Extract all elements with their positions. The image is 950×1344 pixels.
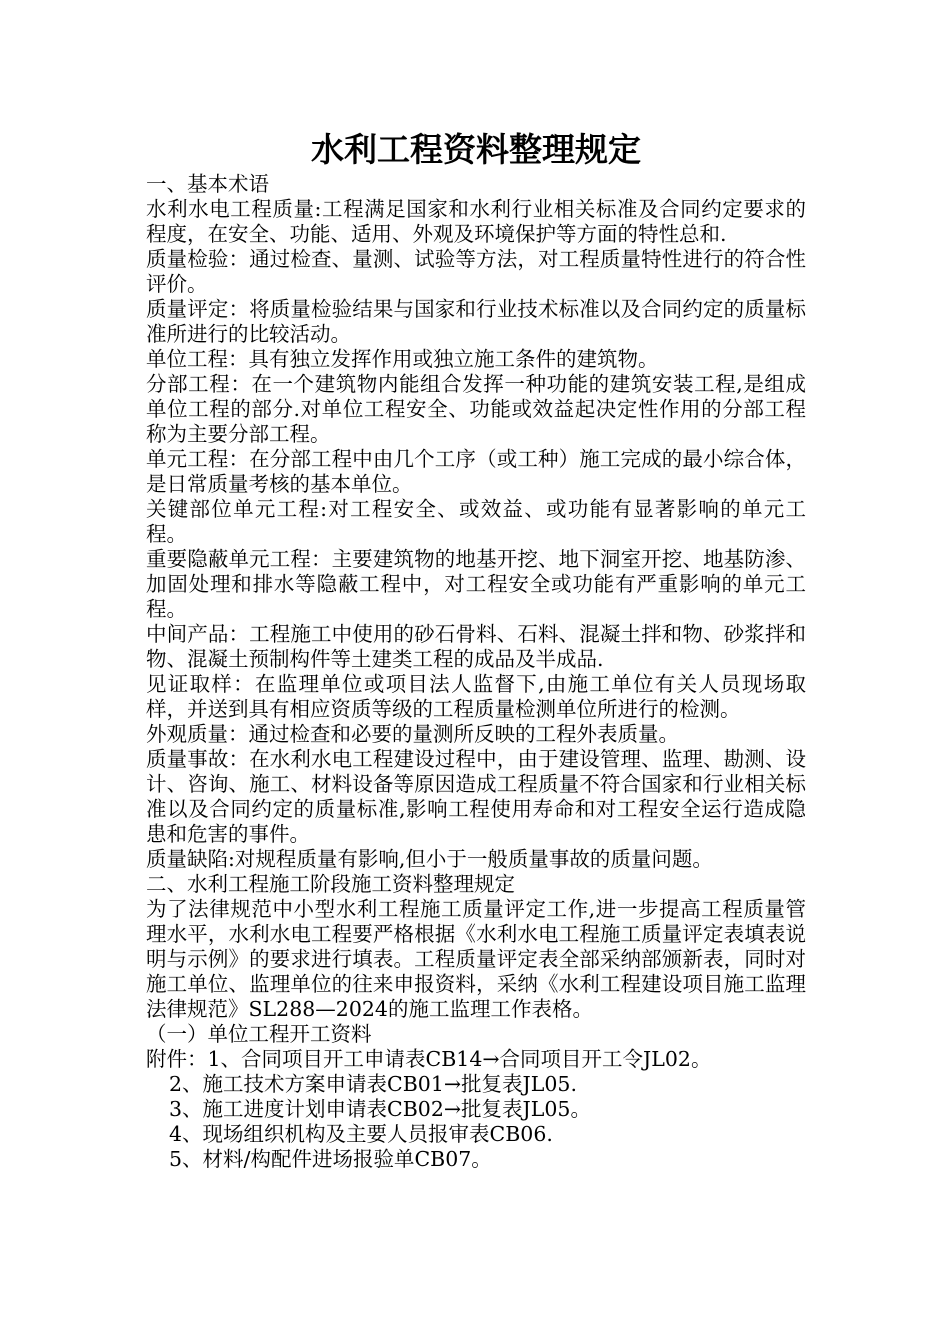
attachment-item-1: 附件：1、合同项目开工申请表CB14→合同项目开工令JL02。 <box>146 1047 712 1071</box>
attachment-item-3: 3、施工进度计划申请表CB02→批复表JL05。 <box>169 1097 591 1121</box>
term-witness-sampling: 见证取样：在监理单位或项目法人监督下,由施工单位有关人员现场取样，并送到具有相应资质等级的工程质量检测单位所进行的检测。 <box>146 672 806 721</box>
term-quality-accident: 质量事故：在水利水电工程建设过程中，由于建设管理、监理、勘测、设计、咨询、施工、材料设备等原因造成工程质量不符合国家和行业相关标准以及合同约定的质量标准,影响工程使用寿命和对工程安全运行造成隐患和危害的事件。 <box>146 747 806 846</box>
construction-docs-paragraph: 为了法律规范中小型水利工程施工质量评定工作,进一步提高工程质量管理水平，水利水电工程要严格根据《水利水电工程施工质量评定表填表说明与示例》的要求进行填表。工程质量评定表全部采纳部颁新表，同时对施工单位、监理单位的往来申报资料，采纳《水利工程建设项目施工监理法律规范》SL288—2024的施工监理工作表格。 <box>146 897 806 1021</box>
section-heading-basic-terms: 一、基本术语 <box>146 172 269 196</box>
document-title: 水利工程资料整理规定 <box>311 130 641 169</box>
term-appearance-quality: 外观质量：通过检查和必要的量测所反映的工程外表质量。 <box>146 722 679 746</box>
document-page <box>146 0 806 1172</box>
term-element-project: 单元工程：在分部工程中由几个工序（或工种）施工完成的最小综合体，是日常质量考核的基本单位。 <box>146 447 806 496</box>
term-sub-project: 分部工程：在一个建筑物内能组合发挥一种功能的建筑安装工程,是组成单位工程的部分.对单位工程安全、功能或效益起决定性作用的分部工程称为主要分部工程。 <box>146 372 806 446</box>
attachment-item-5: 5、材料/构配件进场报验单CB07。 <box>169 1147 492 1171</box>
term-concealed-element-project: 重要隐蔽单元工程：主要建筑物的地基开挖、地下洞室开挖、地基防渗、加固处理和排水等隐蔽工程中，对工程安全或功能有严重影响的单元工程。 <box>146 547 806 621</box>
term-quality-defect: 质量缺陷:对规程质量有影响,但小于一般质量事故的质量问题。 <box>146 847 713 871</box>
term-project-quality: 水利水电工程质量:工程满足国家和水利行业相关标准及合同约定要求的程度，在安全、功能、适用、外观及环境保护等方面的特性总和. <box>146 197 806 246</box>
term-key-element-project: 关键部位单元工程:对工程安全、或效益、或功能有显著影响的单元工程。 <box>146 497 806 546</box>
attachment-item-2: 2、施工技术方案申请表CB01→批复表JL05. <box>169 1072 577 1096</box>
subsection-heading-unit-start: （一）单位工程开工资料 <box>146 1022 372 1046</box>
term-quality-inspection: 质量检验：通过检查、量测、试验等方法，对工程质量特性进行的符合性评价。 <box>146 247 806 296</box>
section-heading-construction-docs: 二、水利工程施工阶段施工资料整理规定 <box>146 872 515 896</box>
document-body <box>146 172 806 1172</box>
term-quality-assessment: 质量评定：将质量检验结果与国家和行业技术标准以及合同约定的质量标准所进行的比较活动。 <box>146 297 806 346</box>
term-intermediate-product: 中间产品：工程施工中使用的砂石骨料、石料、混凝土拌和物、砂浆拌和物、混凝土预制构件等土建类工程的成品及半成品. <box>146 622 806 671</box>
attachment-item-4: 4、现场组织机构及主要人员报审表CB06. <box>169 1122 553 1146</box>
term-unit-project: 单位工程：具有独立发挥作用或独立施工条件的建筑物。 <box>146 347 659 371</box>
